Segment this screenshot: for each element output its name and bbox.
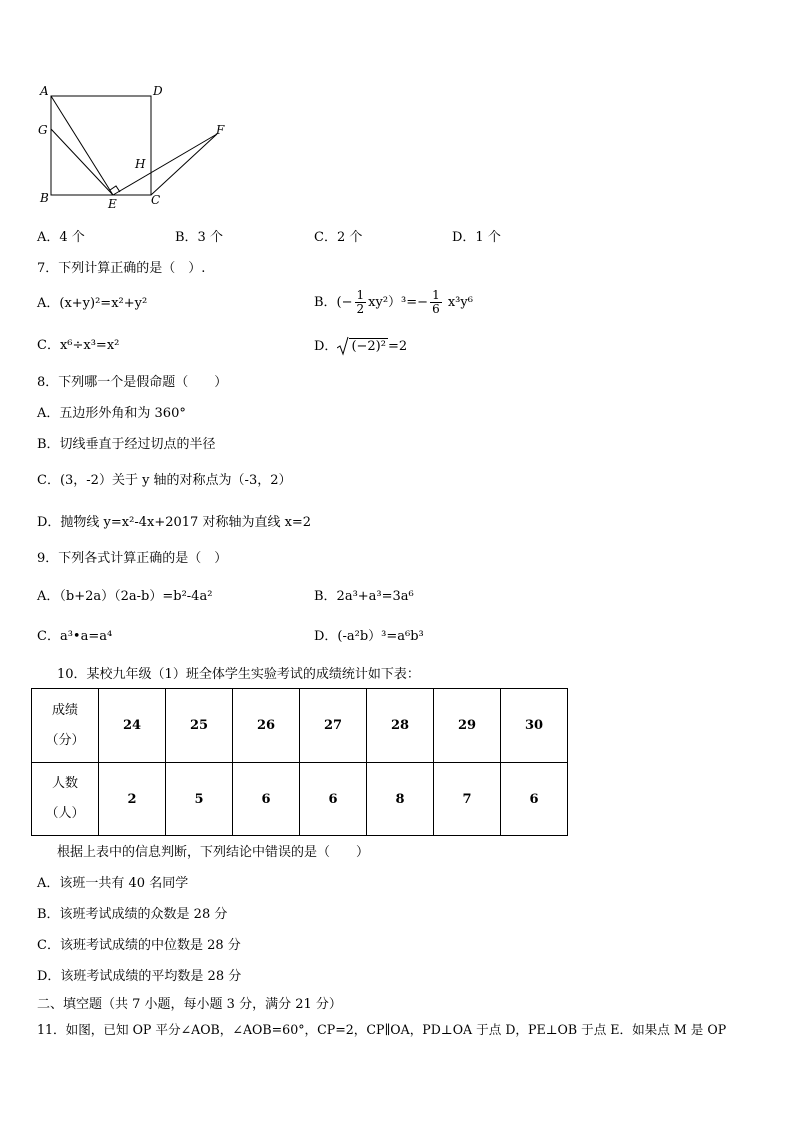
q9-option-d: D．(-a²b）³=a⁶b³ [314,629,424,644]
q10-stem: 10．某校九年级（1）班全体学生实验考试的成绩统计如下表： [57,667,420,682]
q8-option-a: A．五边形外角和为 360° [37,406,186,421]
section-title-fill-in: 二、填空题（共 7 小题，每小题 3 分，满分 21 分） [37,997,342,1012]
q8-stem: 8．下列哪一个是假命题（ ） [37,375,228,390]
q9-option-b: B．2a³+a³=3a⁶ [314,589,414,604]
q7-b-suffix: x³y⁶ [447,295,473,310]
header-count [32,763,99,836]
table-cell: 24 [99,689,166,763]
q6-option-d: D．1 个 [452,230,501,245]
q9-option-a: A．（b+2a）（2a-b）=b²-4a² [37,589,213,604]
header-score-line2: （分） [45,732,85,748]
q10-option-a: A．该班一共有 40 名同学 [37,876,189,891]
table-cell: 2 [99,763,166,836]
header-score-line1: 成绩 [51,702,78,718]
header-count-line1: 人数 [51,776,78,791]
label-e: E [108,197,117,211]
q10-option-d: D．该班考试成绩的平均数是 28 分 [37,969,242,984]
q8-option-d: D．抛物线 y=x²-4x+2017 对称轴为直线 x=2 [37,515,312,530]
label-d: D [153,84,163,98]
q6-option-c: C．2 个 [314,230,363,245]
header-count-line2: （人） [45,806,85,821]
label-h: H [135,157,146,171]
q7-b-prefix: B．(− [314,295,353,310]
label-f: F [216,123,225,137]
label-a: A [40,84,49,98]
table-cell: 6 [501,763,568,836]
table-cell: 6 [300,763,367,836]
q6-option-b: B．3 个 [175,230,223,245]
q11-stem: 11．如图，已知 OP 平分∠AOB，∠AOB=60°，CP=2，CP∥OA，PD⊥OA 于点 D，PE⊥OB 于点 E．如果点 M 是 OP [37,1022,727,1037]
square-root [337,336,388,357]
q8-option-c: C．(3，-2）关于 y 轴的对称点为（-3，2） [37,473,292,488]
fraction-one-sixth: $\frac{1}{6}$ [432,288,440,316]
table-cell: 25 [166,689,233,763]
table-cell: 30 [501,689,568,763]
geometry-figure [30,80,240,215]
table-cell: 6 [233,763,300,836]
q9-option-c: C．a³•a=a⁴ [37,629,113,644]
table-cell: 5 [166,763,233,836]
q7-option-a: A．(x+y)²=x²+y² [37,296,148,311]
table-cell: 7 [434,763,501,836]
segment-ae [51,96,113,195]
table-cell: 28 [367,689,434,763]
segment-cf [151,134,217,195]
table-cell: 26 [233,689,300,763]
q10-option-b: B．该班考试成绩的众数是 28 分 [37,907,228,922]
q10-question: 根据上表中的信息判断，下列结论中错误的是（ ） [57,845,370,860]
q10-option-c: C．该班考试成绩的中位数是 28 分 [37,938,241,953]
q7-d-prefix: D． [314,338,338,354]
score-table [31,688,568,836]
q7-d-suffix: =2 [387,338,408,354]
table-row-scores [32,689,568,763]
label-g: G [38,123,48,137]
right-angle-mark [110,186,120,192]
label-c: C [151,193,161,207]
fraction-one-half: $\frac{1}{2}$ [356,288,365,316]
header-score [32,689,99,763]
segment-ef [113,134,217,195]
q7-option-c: C．x⁶÷x³=x² [37,338,120,353]
q7-b-mid: xy²）³=− [368,295,429,310]
q7-option-b [314,288,473,318]
table-row-counts [32,763,568,836]
q8-option-b: B．切线垂直于经过切点的半径 [37,437,216,452]
q6-option-a: A．4 个 [37,230,85,245]
radicand: (−2)² [351,338,386,354]
table-cell: 8 [367,763,434,836]
table-cell: 29 [434,689,501,763]
q7-stem: 7．下列计算正确的是（ ）. [37,261,206,276]
q9-stem: 9．下列各式计算正确的是（ ） [37,551,228,566]
q7-option-d [314,336,407,357]
segment-ge [51,129,113,195]
table-cell: 27 [300,689,367,763]
label-b: B [40,191,49,205]
